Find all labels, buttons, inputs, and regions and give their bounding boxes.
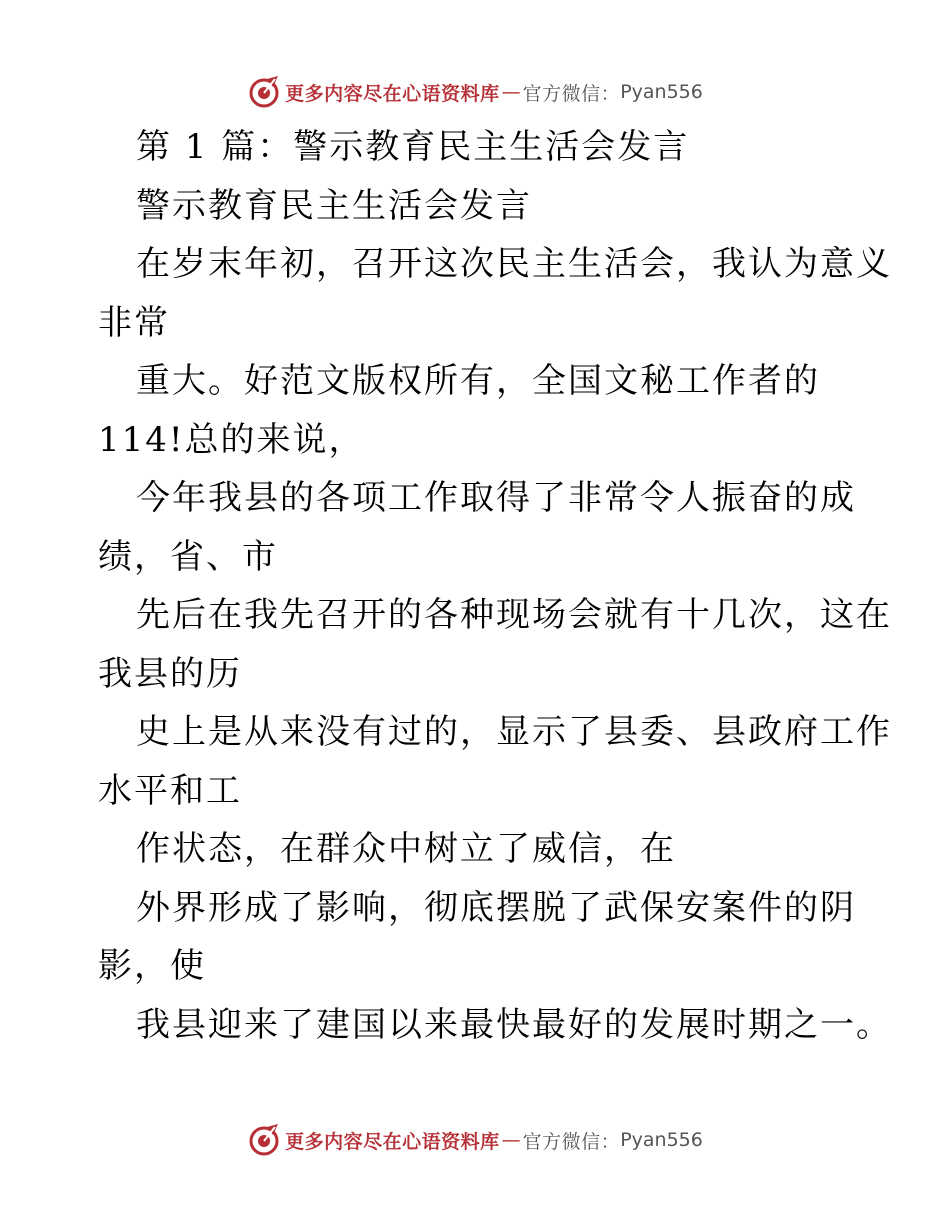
quill-seal-logo-icon (247, 75, 281, 109)
text-line: 今年我县的各项工作取得了非常令人振奋的成 (136, 478, 856, 518)
banner-wechat-id: Pyan556 (620, 81, 703, 103)
text-line: 绩，省、市 (98, 536, 278, 577)
text-line: 作状态，在群众中树立了威信，在 (136, 829, 676, 869)
text-line: 我县迎来了建国以来最快最好的发展时期之一。 (136, 1004, 892, 1045)
document-body (98, 118, 892, 1054)
banner-wechat-label: 官方微信： (522, 1130, 621, 1153)
header-banner (0, 72, 950, 112)
text-line: 影，使 (98, 946, 206, 986)
text-line: 水平和工 (98, 770, 242, 811)
text-line: 114!总的来说， (98, 419, 365, 460)
banner-title: 更多内容尽在心语资料库 (285, 82, 500, 105)
banner-wechat-id: Pyan556 (620, 1129, 703, 1151)
banner-separator: — (501, 1129, 521, 1151)
banner-wechat-label: 官方微信： (522, 82, 621, 105)
document-subtitle: 警示教育民主生活会发言 (136, 185, 532, 226)
text-line: 外界形成了影响，彻底摆脱了武保安案件的阴 (136, 887, 856, 928)
text-line: 在岁末年初，召开这次民主生活会，我认为意义 (136, 244, 892, 284)
banner-separator: — (501, 81, 521, 103)
text-line: 重大。好范文版权所有，全国文秘工作者的 (136, 361, 820, 401)
text-line: 史上是从来没有过的，显示了县委、县政府工作 (136, 712, 892, 752)
text-line: 先后在我先召开的各种现场会就有十几次，这在 (136, 595, 892, 635)
banner-title: 更多内容尽在心语资料库 (285, 1130, 500, 1153)
text-line: 非常 (98, 302, 170, 343)
text-line: 我县的历 (98, 653, 242, 694)
footer-banner (0, 1120, 950, 1160)
document-heading: 第 1 篇：警示教育民主生活会发言 (136, 127, 690, 167)
quill-seal-logo-icon (247, 1123, 281, 1157)
